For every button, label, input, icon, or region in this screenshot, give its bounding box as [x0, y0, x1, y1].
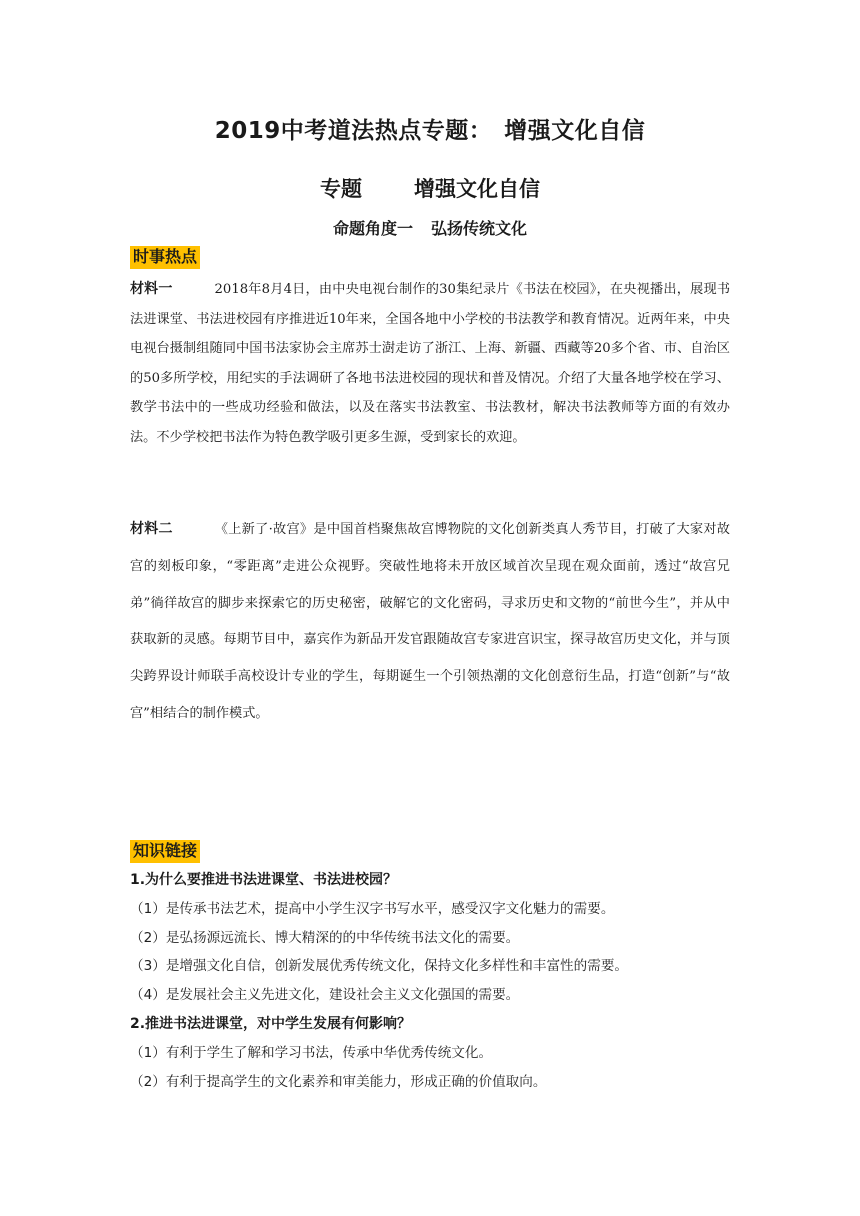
material-2-text: 《上新了·故宫》是中国首档聚焦故宫博物院的文化创新类真人秀节目，打破了大家对故宫的刻板印象，“零距离”走进公众视野。突破性地将未开放区域首次呈现在观众面前，透过“故宫兄弟”徜徉故宫的脚步来探索它的历史秘密，破解它的文化密码，寻求历史和文物的“前世今生”，并从中获取新的灵感。每期节目中，嘉宾作为新品开发官跟随故宫专家进宫识宝，探寻故宫历史文化，并与顶尖跨界设计师联手高校设计专业的学生，每期诞生一个引领热潮的文化创意衍生品，打造“创新”与“故宫”相结合的制作模式。	[130, 522, 730, 721]
answer-1-2: （2）是弘扬源远流长、博大精深的的中华传统书法文化的需要。	[130, 929, 520, 946]
material-2-label: 材料二	[130, 521, 173, 537]
material-1-text: 2018年8月4日，由中央电视台制作的30集纪录片《书法在校园》，在央视播出，展现书法进课堂、书法进校园有序推进近10年来，全国各地中小学校的书法教学和教育情况。近两年来，中央电视台摄制组随同中国书法家协会主席苏士澍走访了浙江、上海、新疆、西藏等20多个省、市、自治区的50多所学校，用纪实的手法调研了各地书法进校园的现状和普及情况。介绍了大量各地学校在学习、教学书法中的一些成功经验和做法，以及在落实书法教室、书法教材，解决书法教师等方面的有效办法。不少学校把书法作为特色教学吸引更多生源，受到家长的欢迎。	[130, 282, 731, 445]
subtitle-prefix: 专题	[320, 177, 362, 201]
material-1	[130, 275, 730, 452]
knowledge-link-tag: 知识链接	[130, 840, 200, 863]
material-1-label: 材料一	[130, 281, 173, 297]
hot-topic-tag: 时事热点	[130, 246, 200, 269]
question-2: 2.推进书法进课堂，对中学生发展有何影响？	[130, 1015, 412, 1032]
question-1: 1.为什么要推进书法进课堂、书法进校园？	[130, 872, 398, 888]
material-2	[130, 511, 730, 733]
answer-2-2: （2）有利于提高学生的文化素养和审美能力，形成正确的价值取向。	[130, 1073, 547, 1090]
angle-topic: 弘扬传统文化	[431, 219, 528, 238]
angle-prefix: 命题角度一	[332, 219, 413, 238]
answer-1-4: （4）是发展社会主义先进文化，建设社会主义文化强国的需要。	[130, 987, 520, 1004]
answer-1-3: （3）是增强文化自信，创新发展优秀传统文化，保持文化多样性和丰富性的需要。	[130, 958, 629, 975]
knowledge-list	[130, 866, 730, 1096]
subtitle-topic: 增强文化自信	[414, 177, 540, 201]
main-title: 2019中考道法热点专题： 增强文化自信	[214, 118, 646, 144]
answer-2-1: （1）有利于学生了解和学习书法，传承中华优秀传统文化。	[130, 1044, 493, 1061]
angle-title	[130, 216, 730, 239]
subtitle	[130, 173, 730, 203]
answer-1-1: （1）是传承书法艺术，提高中小学生汉字书写水平，感受汉字文化魅力的需要。	[130, 900, 615, 917]
